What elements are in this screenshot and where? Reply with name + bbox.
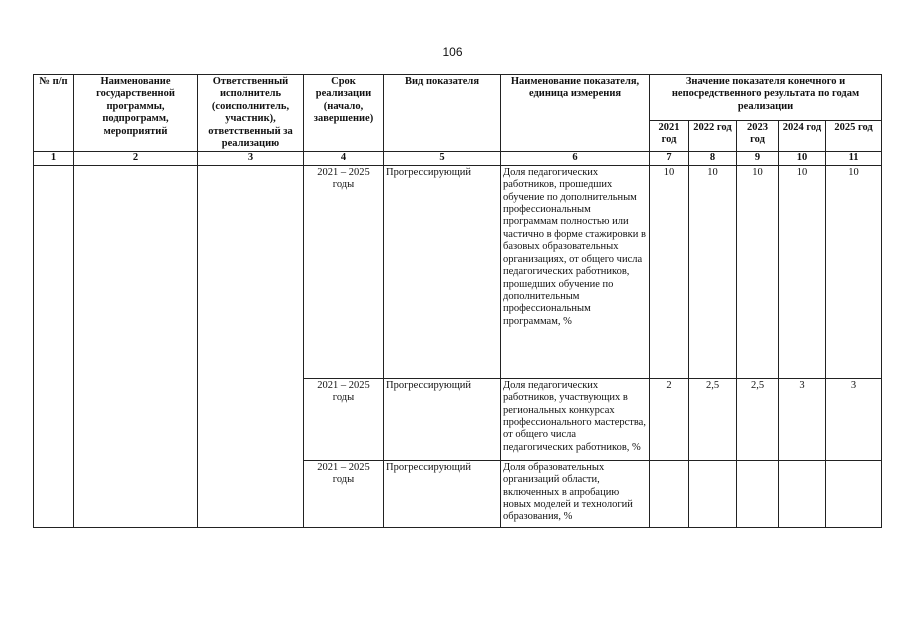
column-number: 4 [304,152,384,165]
column-number: 7 [650,152,689,165]
header-number: № п/п [34,75,74,152]
value-2022-cell: 2,5 [689,378,737,460]
header-row [34,75,882,121]
value-2024-cell [779,460,826,527]
header-values-group: Значение показателя конечного и непосредственного результата по годам реализации [650,75,882,121]
period-cell: 2021 – 2025 годы [304,460,384,527]
column-number: 10 [779,152,826,165]
indicator-type-cell: Прогрессирующий [384,165,501,378]
value-2021-cell [650,460,689,527]
row-number-cell [34,165,74,527]
column-numbers-row [34,152,882,165]
header-executor: Ответственный исполнитель (соисполнитель, участник), ответственный за реализацию [198,75,304,152]
column-number: 5 [384,152,501,165]
header-period: Срок реализации (начало, завершение) [304,75,384,152]
indicator-type-cell: Прогрессирующий [384,460,501,527]
value-2022-cell: 10 [689,165,737,378]
value-2024-cell: 10 [779,165,826,378]
header-indicator-type: Вид показателя [384,75,501,152]
value-2022-cell [689,460,737,527]
column-number: 2 [74,152,198,165]
column-number: 6 [501,152,650,165]
value-2025-cell: 10 [826,165,882,378]
program-name-cell [74,165,198,527]
indicator-name-cell: Доля педагогических работников, участвующих в региональных конкурсах профессионального мастерства, от общего числа педагогических работников, % [501,378,650,460]
table-row [34,165,882,378]
indicator-type-cell: Прогрессирующий [384,378,501,460]
column-number: 8 [689,152,737,165]
indicators-table [33,74,882,528]
value-2021-cell: 10 [650,165,689,378]
period-cell: 2021 – 2025 годы [304,165,384,378]
header-indicator-name: Наименование показателя, единица измерения [501,75,650,152]
value-2024-cell: 3 [779,378,826,460]
indicator-name-cell: Доля педагогических работников, прошедших обучение по дополнительным профессиональным программам полностью или частично в форме стажировки в базовых образовательных организациях, от общего числа педагогических работников, прошедших обучение по дополнительным профессиональным программам, % [501,165,650,378]
executor-cell [198,165,304,527]
header-program-name: Наименование государственной программы, подпрограмм, мероприятий [74,75,198,152]
column-number: 11 [826,152,882,165]
indicator-name-cell: Доля образовательных организаций области, включенных в апробацию новых моделей и технологий образования, % [501,460,650,527]
value-2021-cell: 2 [650,378,689,460]
value-2023-cell: 10 [737,165,779,378]
header-year: 2025 год [826,120,882,152]
value-2025-cell [826,460,882,527]
header-year: 2022 год [689,120,737,152]
header-year: 2021 год [650,120,689,152]
header-year: 2023 год [737,120,779,152]
column-number: 1 [34,152,74,165]
value-2023-cell: 2,5 [737,378,779,460]
value-2025-cell: 3 [826,378,882,460]
value-2023-cell [737,460,779,527]
period-cell: 2021 – 2025 годы [304,378,384,460]
column-number: 9 [737,152,779,165]
page-number: 106 [442,45,463,59]
column-number: 3 [198,152,304,165]
header-year: 2024 год [779,120,826,152]
